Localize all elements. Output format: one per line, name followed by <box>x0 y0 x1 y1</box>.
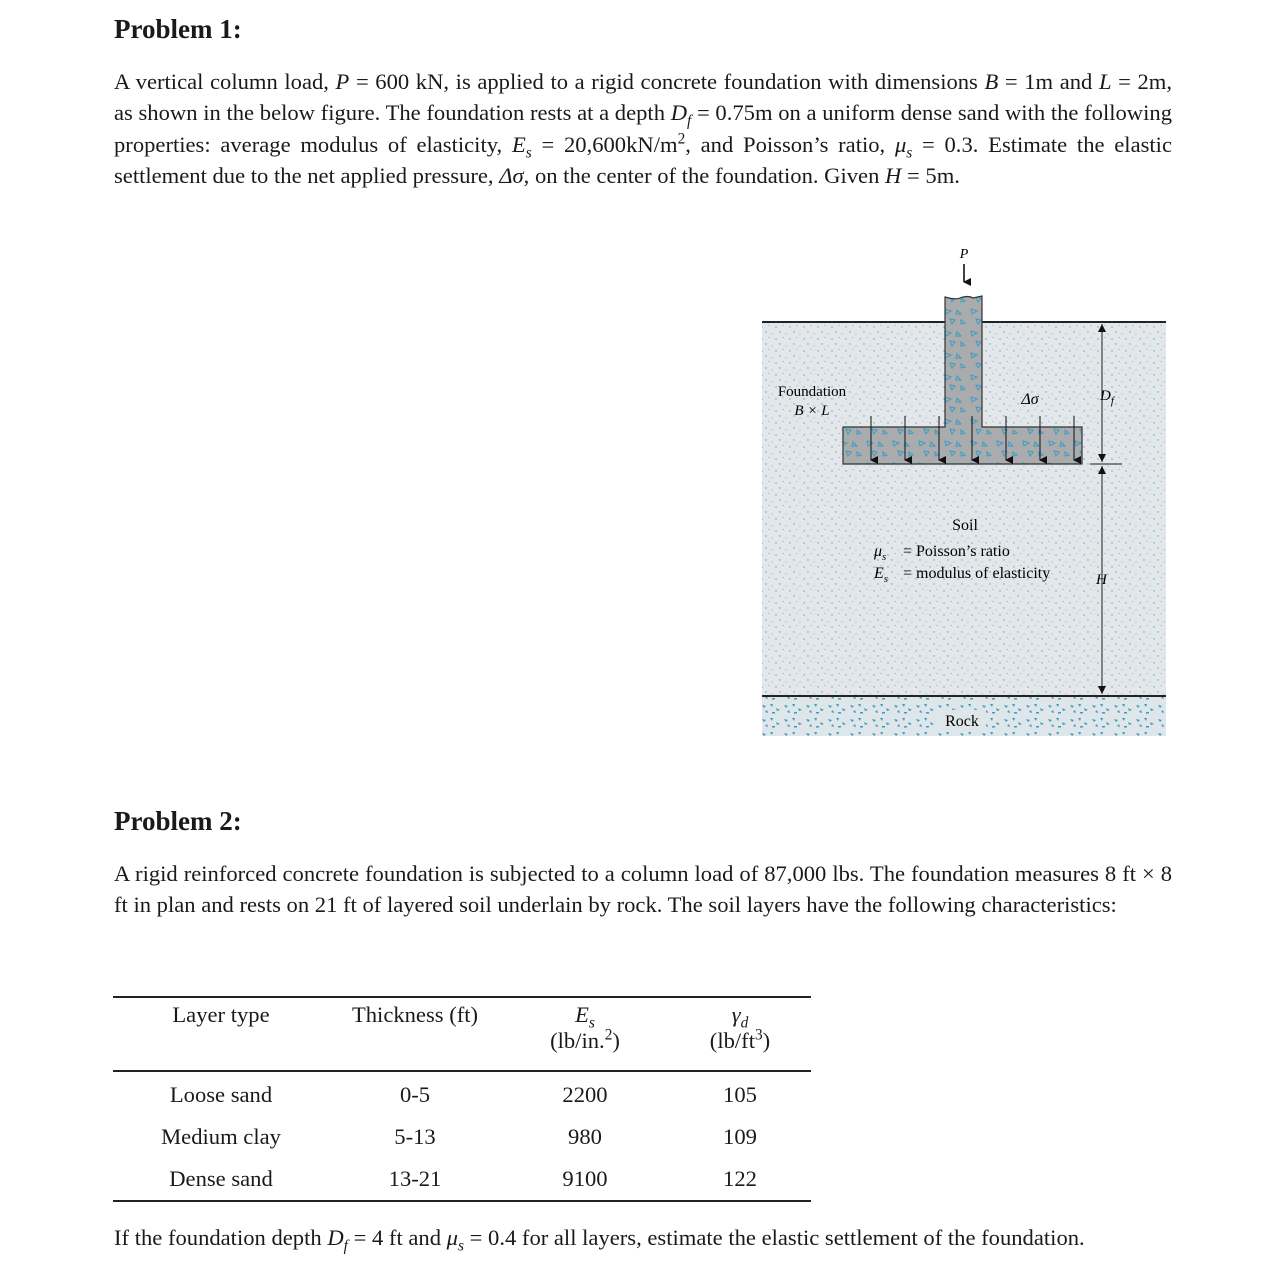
cell-thickness: 0-5 <box>399 1082 431 1107</box>
es-symbol: $E_s$ <box>874 565 889 585</box>
mu-description: = Poisson’s ratio <box>903 543 1010 560</box>
problem-2-heading: Problem 2: <box>114 806 242 836</box>
cell-gamma: 109 <box>723 1124 757 1149</box>
cell-thickness: 5-13 <box>394 1124 436 1149</box>
header-layer-type: Layer type <box>172 1002 270 1027</box>
table-row <box>113 1116 811 1158</box>
depth-label: $D_f$ <box>1100 388 1114 407</box>
cell-layer: Medium clay <box>161 1124 281 1149</box>
cell-layer: Loose sand <box>169 1082 273 1107</box>
foundation-label: Foundation <box>777 384 847 400</box>
foundation-dims-label: B × L <box>794 403 830 419</box>
problem-2-question: If the foundation depth $D_f = 4$ ft and $\mu_s = 0.4$ for all layers, estimate the elastic settlement of the foundation. <box>114 1225 1085 1255</box>
soil-layers-table <box>113 996 811 1202</box>
cell-es: 2200 <box>562 1082 608 1107</box>
problem-2-statement: A rigid reinforced concrete foundation is subjected to a column load of 87,000 lbs. The foundation measures 8 ft × 8 ft in plan and rests on 21 ft of layered soil underlain by rock. The soil layers have the following characteristics: <box>114 861 1172 918</box>
stress-label: Δσ <box>1021 391 1039 408</box>
problem-1-statement: A vertical column load, P = 600 kN, is applied to a rigid concrete foundation with dimensions B = 1m and L = 2m, as shown in the below figure. The foundation rests at a depth $D_f = 0.75m$ on a uniform dense sand with the following properties: average modulus of elasticity, $E_s = 20,600kN/m^2$, and Poisson’s ratio, $\mu_s = 0.3$. Estimate the elastic settlement due to the net applied pressure, Δσ, on the center of the foundation. Given H = 5m. <box>114 69 1172 188</box>
soil-label: Soil <box>952 517 978 534</box>
cell-gamma: 105 <box>723 1082 757 1107</box>
cell-gamma: 122 <box>723 1166 757 1191</box>
problem-1-heading: Problem 1: <box>114 14 242 44</box>
cell-es: 980 <box>568 1124 602 1149</box>
mu-symbol: $\mu_s$ <box>874 543 887 563</box>
header-es: $E_s$ (lb/in.$^2$) <box>550 1002 620 1053</box>
h-label: H <box>1096 572 1107 588</box>
foundation-figure <box>760 240 1168 738</box>
table-row <box>113 1071 811 1116</box>
load-label: P <box>959 247 969 262</box>
table-header-row <box>113 997 811 1071</box>
cell-thickness: 13-21 <box>388 1166 442 1191</box>
es-description: = modulus of elasticity <box>903 565 1051 582</box>
rock-label: Rock <box>945 713 979 730</box>
table-row <box>113 1158 811 1201</box>
header-thickness: Thickness (ft) <box>351 1002 479 1027</box>
cell-es: 9100 <box>562 1166 608 1191</box>
header-gamma-d: $\gamma_d$ $(lb/ft^3)$ <box>709 1002 771 1053</box>
cell-layer: Dense sand <box>169 1166 273 1191</box>
